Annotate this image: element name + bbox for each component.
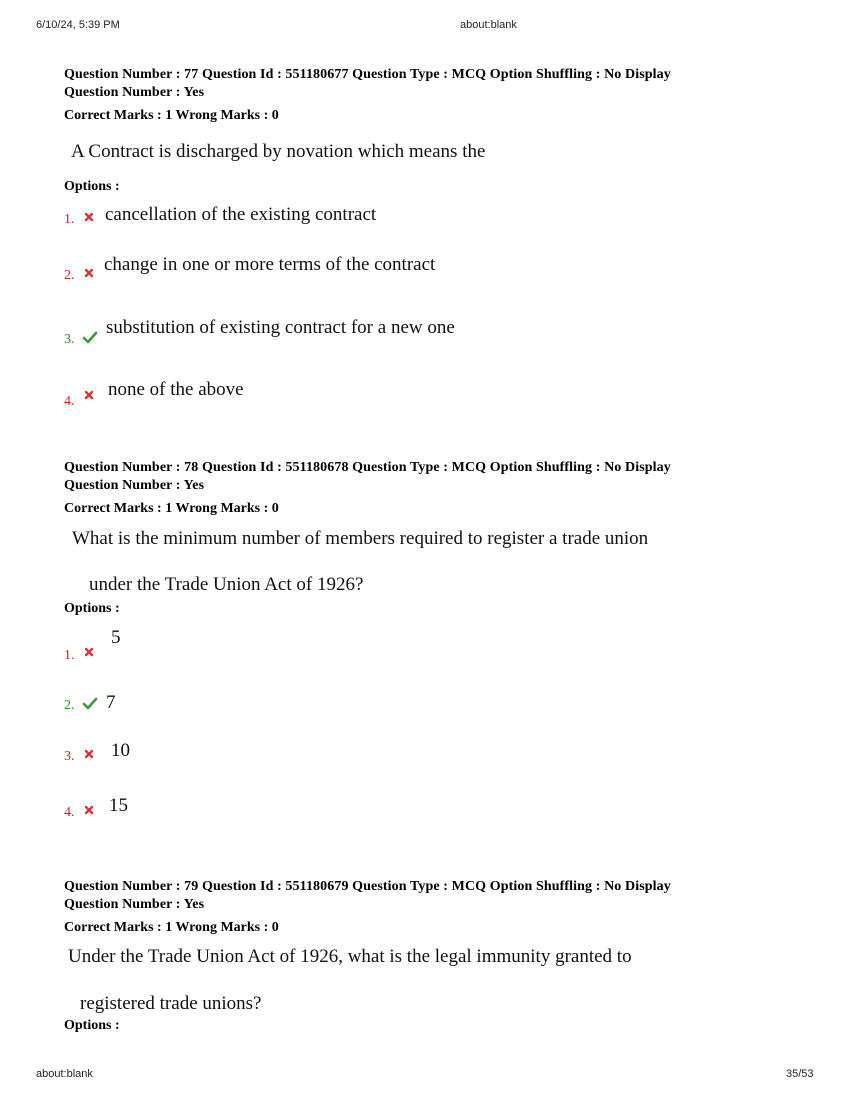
question-text-line-2: registered trade unions? [80,993,262,1014]
option-3 [64,740,764,767]
options-label: Options : [64,179,120,194]
question-meta: Question Number : 78 Question Id : 551180678 Question Type : MCQ Option Shuffling : No Display [64,460,671,475]
print-datetime: 6/10/24, 5:39 PM [36,19,120,31]
option-text: cancellation of the existing contract [105,204,377,225]
question-meta-display: Question Number : Yes [64,85,205,100]
option-number: 2. [64,268,75,283]
print-page-title: about:blank [460,19,517,31]
option-text: 10 [111,740,130,761]
option-number: 1. [64,648,75,663]
question-marks: Correct Marks : 1 Wrong Marks : 0 [64,108,279,123]
cross-icon [82,388,96,402]
option-1 [64,204,764,228]
cross-icon [82,210,96,224]
question-block-77 [64,66,784,409]
question-text-line-2: under the Trade Union Act of 1926? [89,574,364,595]
check-icon [82,696,98,710]
option-text: change in one or more terms of the contract [104,254,436,275]
option-number: 4. [64,805,75,820]
option-3 [64,317,764,347]
option-text: substitution of existing contract for a new one [106,317,455,338]
question-meta: Question Number : 77 Question Id : 551180677 Question Type : MCQ Option Shuffling : No Display [64,67,671,82]
option-number: 3. [64,332,75,347]
question-text-line-1: What is the minimum number of members required to register a trade union [72,528,649,549]
option-2 [64,254,764,283]
print-page-number: 35/53 [786,1068,814,1080]
option-number: 3. [64,749,75,764]
options-label: Options : [64,1018,120,1033]
option-text: 7 [106,692,116,713]
question-meta-display: Question Number : Yes [64,478,205,493]
option-1 [64,627,764,667]
option-number: 2. [64,698,75,713]
options-label: Options : [64,601,120,616]
question-text: A Contract is discharged by novation which means the [71,141,486,162]
option-number: 4. [64,394,75,409]
question-marks: Correct Marks : 1 Wrong Marks : 0 [64,501,279,516]
cross-icon [82,747,96,761]
option-4 [64,795,764,823]
option-text: none of the above [108,379,244,400]
question-block-79 [64,878,784,1033]
check-icon [82,330,98,344]
option-2 [64,692,764,719]
cross-icon [82,803,96,817]
cross-icon [82,266,96,280]
question-block-78 [64,459,784,820]
question-meta-display: Question Number : Yes [64,897,205,912]
question-meta: Question Number : 79 Question Id : 551180679 Question Type : MCQ Option Shuffling : No Display [64,879,671,894]
question-text-line-1: Under the Trade Union Act of 1926, what is the legal immunity granted to [68,946,632,967]
question-marks: Correct Marks : 1 Wrong Marks : 0 [64,920,279,935]
option-text: 5 [111,627,121,648]
cross-icon [82,645,96,659]
option-number: 1. [64,212,75,227]
option-4 [64,379,764,409]
print-footer-url: about:blank [36,1068,93,1080]
option-text: 15 [109,795,128,816]
